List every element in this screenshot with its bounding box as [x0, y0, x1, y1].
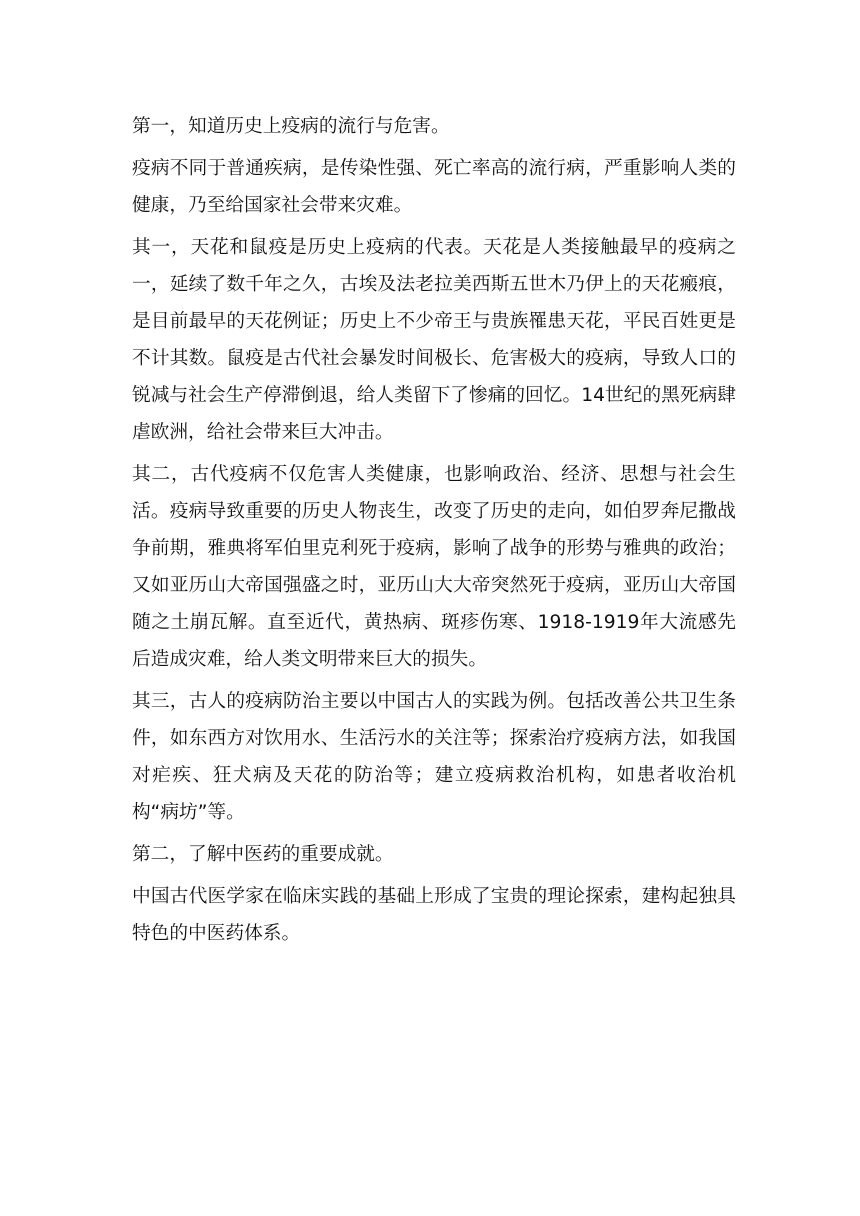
paragraph-epidemic-definition: 疫病不同于普通疾病，是传染性强、死亡率高的流行病，严重影响人类的健康，乃至给国家社会带来灾难。	[132, 158, 736, 216]
paragraph-point-three: 其三，古人的疫病防治主要以中国古人的实践为例。包括改善公共卫生条件，如东西方对饮用水、生活污水的关注等；探索治疗疫病方法，如我国对疟疾、狂犬病及天花的防治等；建立疫病救治机构，如患者收治机构“病坊”等。	[132, 691, 736, 823]
heading-section-one: 第一，知道历史上疫病的流行与危害。	[132, 116, 450, 137]
paragraph-tcm-system: 中国古代医学家在临床实践的基础上形成了宝贵的理论探索，建构起独具特色的中医药体系。	[132, 886, 736, 944]
paragraph-point-one: 其一，天花和鼠疫是历史上疫病的代表。天花是人类接触最早的疫病之一，延续了数千年之久，古埃及法老拉美西斯五世木乃伊上的天花瘢痕，是目前最早的天花例证；历史上不少帝王与贵族罹患天花，平民百姓更是不计其数。鼠疫是古代社会暴发时间极长、危害极大的疫病，导致人口的锐减与社会生产停滞倒退，给人类留下了惨痛的回忆。14世纪的黑死病肆虐欧洲，给社会带来巨大冲击。	[132, 237, 736, 443]
paragraph-point-two: 其二，古代疫病不仅危害人类健康，也影响政治、经济、思想与社会生活。疫病导致重要的历史人物丧生，改变了历史的走向，如伯罗奔尼撒战争前期，雅典将军伯里克利死于疫病，影响了战争的形势与雅典的政治；又如亚历山大帝国强盛之时，亚历山大大帝突然死于疫病，亚历山大帝国随之土崩瓦解。直至近代，黄热病、斑疹伤寒、1918-1919年大流感先后造成灾难，给人类文明带来巨大的损失。	[132, 464, 736, 670]
heading-section-two: 第二，了解中医药的重要成就。	[132, 844, 394, 865]
document-body	[132, 108, 736, 957]
